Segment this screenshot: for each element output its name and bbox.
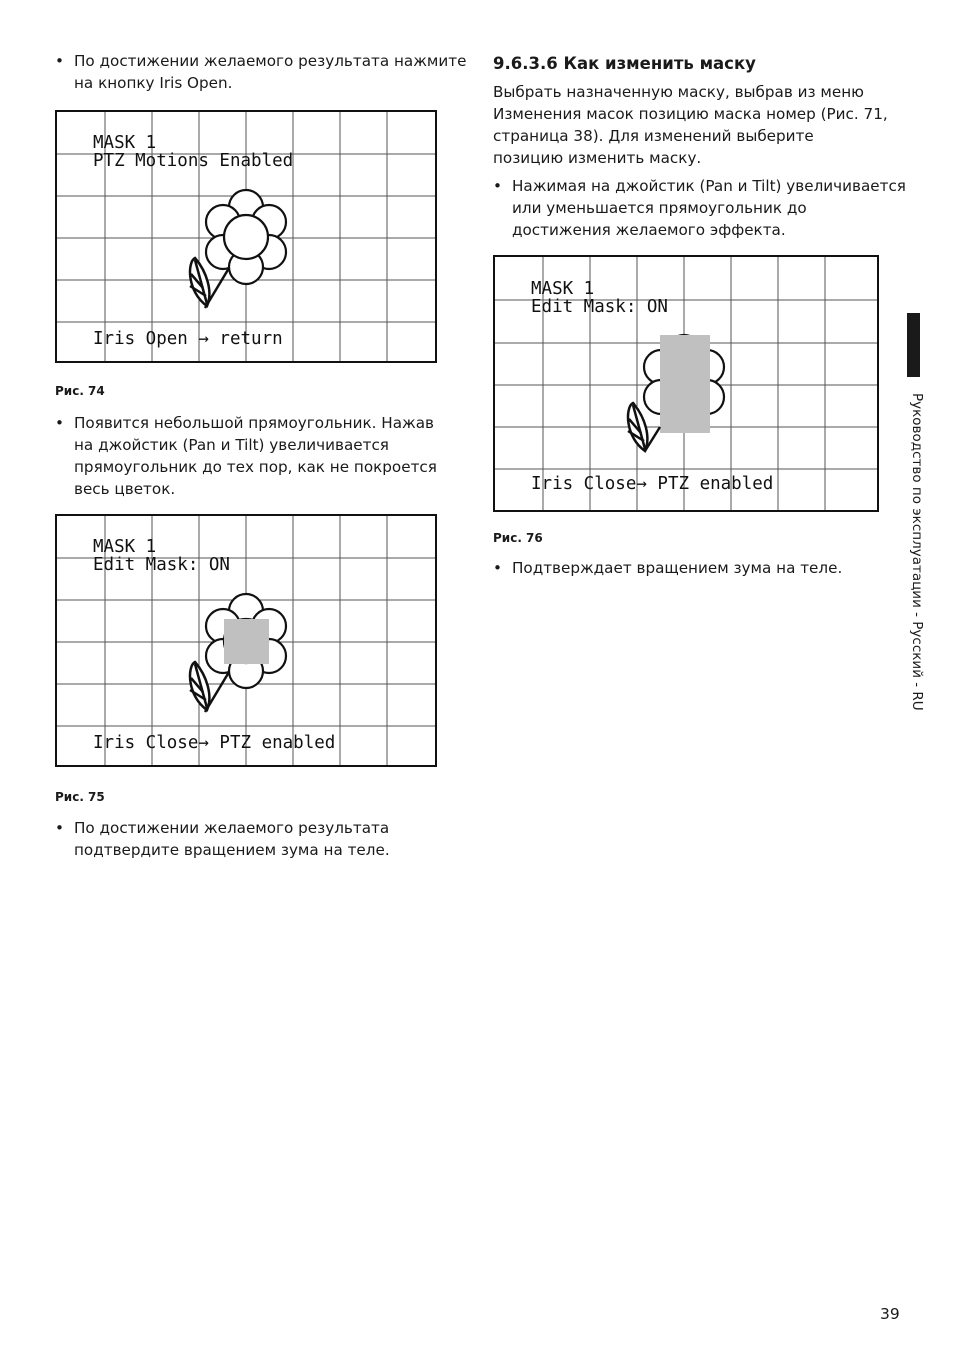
- page-number: 39: [880, 1305, 900, 1323]
- side-tab-marker: [907, 313, 920, 377]
- bullet-small-rectangle: • Появится небольшой прямоугольник. Нажав на джойстик (Pan и Tilt) увеличивается прямоугольник до тех пор, как не покроется весь цветок.: [55, 412, 454, 500]
- side-label: Руководство по эксплуатации - Русский - RU: [909, 393, 925, 711]
- fig74-line2: PTZ Motions Enabled: [93, 151, 294, 171]
- flower-icon: [206, 190, 286, 284]
- bullet-iris-open: • По достижении желаемого результата нажмите на кнопку Iris Open.: [55, 50, 469, 94]
- figure-75-caption: Рис. 75: [55, 790, 105, 804]
- figure-74-caption: Рис. 74: [55, 384, 105, 398]
- bullet-confirm-zoom-right: • Подтверждает вращением зума на теле.: [493, 557, 892, 579]
- bullet-confirm-zoom: • По достижении желаемого результата подтвердите вращением зума на теле.: [55, 817, 414, 861]
- mask-rectangle: [224, 619, 269, 664]
- figure-76-caption: Рис. 76: [493, 531, 543, 545]
- fig75-bottom: Iris Close→ PTZ enabled: [93, 733, 336, 753]
- figure-75-screen: [55, 514, 437, 767]
- section-heading: 9.6.3.6 Как изменить маску: [493, 54, 756, 73]
- fig74-bottom: Iris Open → return: [93, 329, 283, 349]
- figure-74-screen: [55, 110, 437, 363]
- bullet-joystick: • Нажимая на джойстик (Pan и Tilt) увеличивается или уменьшается прямоугольник до достижения желаемого эффекта.: [493, 175, 907, 241]
- fig76-line2: Edit Mask: ON: [531, 297, 668, 317]
- fig76-bottom: Iris Close→ PTZ enabled: [531, 474, 774, 494]
- mask-rectangle: [660, 335, 710, 433]
- section-paragraph: Выбрать назначенную маску, выбрав из меню Изменения масок позицию маска номер (Рис. 71, страница 38). Для изменений выберите позицию изменить маску.: [493, 83, 888, 167]
- figure-76-screen: [493, 255, 879, 512]
- fig75-line2: Edit Mask: ON: [93, 555, 230, 575]
- fig75-line1: MASK 1: [93, 537, 157, 557]
- fig74-line1: MASK 1: [93, 133, 157, 153]
- fig76-line1: MASK 1: [531, 279, 595, 299]
